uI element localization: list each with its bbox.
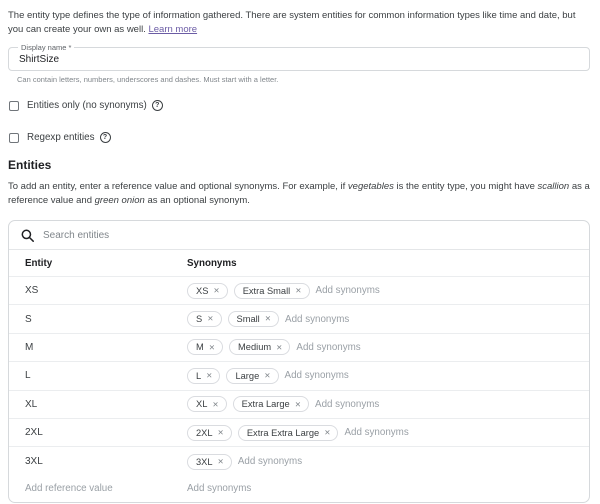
- entities-table-card: [8, 220, 590, 503]
- entities-only-label: Entities only (no synonyms): [27, 100, 147, 111]
- desc-text: as an optional synonym.: [144, 194, 250, 206]
- chip-remove-icon[interactable]: ✕: [217, 456, 224, 466]
- help-icon[interactable]: ?: [100, 132, 111, 143]
- entity-column-header: Entity: [25, 257, 53, 269]
- synonym-chip-label: XL: [196, 399, 208, 410]
- add-reference-value-field[interactable]: Add reference value: [25, 483, 113, 495]
- chip-remove-icon[interactable]: ✕: [276, 342, 283, 352]
- intro-paragraph: [8, 9, 592, 36]
- display-name-helper: Can contain letters, numbers, underscores and dashes. Must start with a letter.: [17, 75, 279, 84]
- display-name-field[interactable]: [8, 43, 590, 71]
- add-synonyms-field[interactable]: Add synonyms: [237, 456, 303, 468]
- synonym-chips: [187, 454, 238, 470]
- synonym-chip[interactable]: [187, 283, 228, 299]
- synonym-chip-label: Extra Small: [242, 285, 291, 296]
- table-row: [9, 334, 589, 362]
- entity-value[interactable]: M: [25, 341, 34, 353]
- synonym-chips: [187, 311, 285, 327]
- chip-remove-icon[interactable]: ✕: [207, 314, 214, 324]
- chip-remove-icon[interactable]: ✕: [217, 427, 224, 437]
- desc-italic: scallion: [537, 181, 570, 192]
- synonyms-column-header: Synonyms: [187, 257, 237, 269]
- desc-text: as a reference value and: [8, 181, 590, 206]
- regexp-entities-label: Regexp entities: [27, 132, 95, 143]
- entity-value[interactable]: XL: [25, 398, 38, 410]
- regexp-entities-checkbox[interactable]: [9, 133, 19, 143]
- search-entities-input[interactable]: [43, 230, 577, 241]
- entity-value[interactable]: 2XL: [25, 427, 43, 439]
- chip-remove-icon[interactable]: ✕: [264, 371, 271, 381]
- help-icon[interactable]: ?: [152, 100, 163, 111]
- regexp-entities-option: [9, 132, 592, 143]
- synonym-chip[interactable]: [233, 396, 309, 412]
- synonym-chip[interactable]: [226, 368, 278, 384]
- synonym-chips: [187, 339, 296, 355]
- synonym-chips: [187, 425, 344, 441]
- synonym-chip[interactable]: [238, 425, 339, 441]
- add-synonyms-field[interactable]: Add synonyms: [296, 341, 361, 353]
- synonym-chip[interactable]: [187, 396, 227, 412]
- chip-remove-icon[interactable]: ✕: [324, 427, 331, 437]
- synonym-chip-label: Extra Large: [241, 399, 290, 410]
- synonym-chip[interactable]: [187, 454, 232, 470]
- entities-heading: Entities: [8, 158, 52, 172]
- add-synonyms-field[interactable]: Add synonyms: [187, 483, 252, 495]
- entity-value[interactable]: L: [25, 370, 31, 382]
- add-synonyms-field[interactable]: Add synonyms: [315, 285, 380, 297]
- desc-text: is the entity type, you might have: [393, 181, 538, 192]
- desc-italic: green onion: [94, 194, 145, 206]
- table-row: [9, 305, 589, 333]
- synonym-chip-label: Small: [236, 314, 260, 325]
- table-row: [9, 419, 589, 447]
- synonym-chips: [187, 283, 316, 299]
- add-synonyms-field[interactable]: Add synonyms: [344, 427, 409, 439]
- synonym-chip[interactable]: [187, 339, 223, 355]
- add-synonyms-field[interactable]: Add synonyms: [315, 398, 380, 410]
- chip-remove-icon[interactable]: ✕: [206, 371, 213, 381]
- entity-value[interactable]: 3XL: [25, 456, 43, 468]
- synonym-chip[interactable]: [187, 425, 232, 441]
- synonym-chip-label: 2XL: [196, 427, 213, 438]
- table-row: [9, 277, 589, 305]
- add-entity-row: [9, 476, 589, 502]
- intro-text: The entity type defines the type of information gathered. There are system entities for common information types like time and date, but you can create your own as well.: [8, 10, 576, 35]
- entities-description: [8, 180, 592, 207]
- learn-more-link[interactable]: Learn more: [148, 23, 198, 35]
- entities-only-option: [9, 100, 592, 111]
- synonym-chip-label: M: [196, 342, 204, 353]
- chip-remove-icon[interactable]: ✕: [295, 285, 302, 295]
- synonym-chip[interactable]: [229, 339, 290, 355]
- chip-remove-icon[interactable]: ✕: [294, 399, 302, 409]
- synonym-chip-label: 3XL: [196, 456, 213, 467]
- add-synonyms-field[interactable]: Add synonyms: [284, 370, 349, 382]
- synonym-chip[interactable]: [187, 311, 222, 327]
- chip-remove-icon[interactable]: ✕: [212, 399, 219, 409]
- synonym-chip-label: Extra Extra Large: [246, 427, 320, 438]
- synonym-chip[interactable]: [228, 311, 280, 327]
- entity-value[interactable]: S: [25, 313, 32, 325]
- display-name-label: Display name *: [18, 43, 74, 52]
- desc-italic: vegetables: [347, 181, 394, 192]
- synonym-chip-label: Medium: [238, 342, 272, 353]
- desc-text: To add an entity, enter a reference value and optional synonyms. For example, if: [8, 181, 348, 192]
- synonym-chip[interactable]: [234, 283, 310, 299]
- entities-only-checkbox[interactable]: [9, 101, 19, 111]
- synonym-chips: [187, 368, 285, 384]
- add-synonyms-field[interactable]: Add synonyms: [285, 313, 350, 325]
- table-row: [9, 362, 589, 390]
- synonym-chips: [187, 396, 315, 412]
- synonym-chip-label: S: [196, 314, 203, 325]
- table-row: [9, 391, 589, 419]
- table-row: [9, 447, 589, 475]
- table-header-row: [9, 250, 589, 277]
- chip-remove-icon[interactable]: ✕: [213, 285, 220, 295]
- entities-table-body: [9, 277, 589, 476]
- search-icon: [21, 229, 34, 242]
- chip-remove-icon[interactable]: ✕: [264, 314, 272, 324]
- display-name-value[interactable]: ShirtSize: [19, 53, 60, 65]
- synonym-chip[interactable]: [187, 368, 220, 384]
- synonym-chip-label: XS: [196, 285, 209, 296]
- chip-remove-icon[interactable]: ✕: [208, 342, 216, 352]
- entity-value[interactable]: XS: [25, 285, 39, 297]
- synonym-chip-label: Large: [235, 370, 260, 381]
- synonym-chip-label: L: [196, 370, 202, 381]
- entities-search-bar: [9, 221, 589, 250]
